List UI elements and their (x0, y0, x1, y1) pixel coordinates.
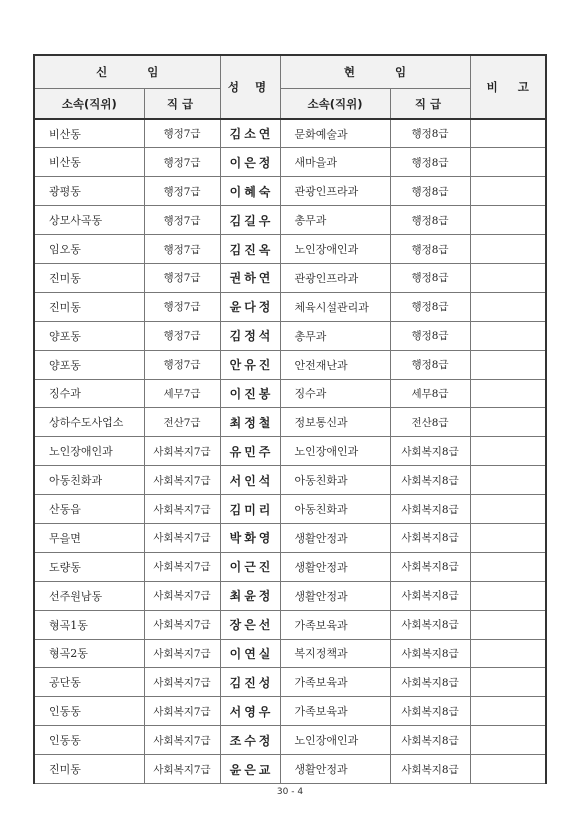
name-cell: 윤다정 (220, 292, 280, 321)
note-cell (470, 697, 546, 726)
new-dept-cell: 상하수도사업소 (34, 408, 144, 437)
note-cell (470, 379, 546, 408)
current-dept-cell: 안전재난과 (280, 350, 390, 379)
new-grade-cell: 사회복지7급 (144, 552, 220, 581)
current-dept-cell: 문화예술과 (280, 119, 390, 148)
table-row (34, 235, 546, 264)
current-dept-cell: 생활안정과 (280, 755, 390, 784)
current-dept-cell: 아동친화과 (280, 495, 390, 524)
note-cell (470, 552, 546, 581)
header-new-appointment: 신 임 (34, 55, 220, 89)
new-dept-cell: 비산동 (34, 119, 144, 148)
current-grade-cell: 세무8급 (390, 379, 470, 408)
new-grade-cell: 행정7급 (144, 292, 220, 321)
header-cur-dept: 소속(직위) (280, 89, 390, 120)
table-row (34, 495, 546, 524)
current-grade-cell: 사회복지8급 (390, 697, 470, 726)
current-dept-cell: 복지정책과 (280, 639, 390, 668)
current-dept-cell: 노인장애인과 (280, 235, 390, 264)
current-grade-cell: 사회복지8급 (390, 755, 470, 784)
new-dept-cell: 양포동 (34, 321, 144, 350)
note-cell (470, 235, 546, 264)
new-dept-cell: 무을면 (34, 523, 144, 552)
current-grade-cell: 행정8급 (390, 148, 470, 177)
current-dept-cell: 총무과 (280, 321, 390, 350)
new-grade-cell: 사회복지7급 (144, 581, 220, 610)
table-row (34, 148, 546, 177)
note-cell (470, 119, 546, 148)
current-dept-cell: 생활안정과 (280, 523, 390, 552)
name-cell: 박화영 (220, 523, 280, 552)
current-dept-cell: 정보통신과 (280, 408, 390, 437)
table-row (34, 263, 546, 292)
note-cell (470, 292, 546, 321)
name-cell: 이은정 (220, 148, 280, 177)
name-cell: 김진옥 (220, 235, 280, 264)
header-new-dept: 소속(직위) (34, 89, 144, 120)
note-cell (470, 350, 546, 379)
new-dept-cell: 광평동 (34, 177, 144, 206)
current-grade-cell: 사회복지8급 (390, 523, 470, 552)
current-grade-cell: 행정8급 (390, 263, 470, 292)
table-row (34, 206, 546, 235)
table-row (34, 668, 546, 697)
name-cell: 최정철 (220, 408, 280, 437)
note-cell (470, 408, 546, 437)
current-dept-cell: 생활안정과 (280, 552, 390, 581)
new-dept-cell: 인동동 (34, 697, 144, 726)
new-grade-cell: 행정7급 (144, 263, 220, 292)
note-cell (470, 321, 546, 350)
new-dept-cell: 인동동 (34, 726, 144, 755)
current-grade-cell: 사회복지8급 (390, 726, 470, 755)
table-row (34, 697, 546, 726)
table-body (34, 119, 546, 783)
table-row (34, 379, 546, 408)
table-row (34, 466, 546, 495)
new-grade-cell: 사회복지7급 (144, 495, 220, 524)
current-grade-cell: 행정8급 (390, 206, 470, 235)
new-grade-cell: 사회복지7급 (144, 726, 220, 755)
name-cell: 윤은교 (220, 755, 280, 784)
new-dept-cell: 임오동 (34, 235, 144, 264)
header-name: 성 명 (220, 55, 280, 119)
note-cell (470, 437, 546, 466)
new-dept-cell: 형곡2동 (34, 639, 144, 668)
name-cell: 김미리 (220, 495, 280, 524)
table-row (34, 119, 546, 148)
current-dept-cell: 가족보육과 (280, 697, 390, 726)
note-cell (470, 639, 546, 668)
name-cell: 서인석 (220, 466, 280, 495)
new-dept-cell: 형곡1동 (34, 610, 144, 639)
new-dept-cell: 진미동 (34, 755, 144, 784)
table-row (34, 177, 546, 206)
current-grade-cell: 사회복지8급 (390, 552, 470, 581)
name-cell: 권하연 (220, 263, 280, 292)
table-row (34, 437, 546, 466)
new-grade-cell: 행정7급 (144, 177, 220, 206)
header-new-grade: 직급 (144, 89, 220, 120)
name-cell: 장은선 (220, 610, 280, 639)
new-dept-cell: 선주원남동 (34, 581, 144, 610)
new-grade-cell: 사회복지7급 (144, 437, 220, 466)
note-cell (470, 610, 546, 639)
current-dept-cell: 가족보육과 (280, 610, 390, 639)
current-dept-cell: 새마을과 (280, 148, 390, 177)
table-row (34, 552, 546, 581)
new-grade-cell: 행정7급 (144, 321, 220, 350)
current-grade-cell: 행정8급 (390, 321, 470, 350)
new-dept-cell: 진미동 (34, 263, 144, 292)
note-cell (470, 263, 546, 292)
name-cell: 김소연 (220, 119, 280, 148)
personnel-table (33, 54, 547, 784)
note-cell (470, 206, 546, 235)
current-dept-cell: 체육시설관리과 (280, 292, 390, 321)
page-number: 30 - 4 (276, 787, 304, 797)
table-row (34, 639, 546, 668)
name-cell: 안유진 (220, 350, 280, 379)
table-row (34, 321, 546, 350)
name-cell: 이혜숙 (220, 177, 280, 206)
name-cell: 서영우 (220, 697, 280, 726)
current-dept-cell: 관광인프라과 (280, 177, 390, 206)
new-dept-cell: 진미동 (34, 292, 144, 321)
table-row (34, 581, 546, 610)
current-grade-cell: 행정8급 (390, 177, 470, 206)
current-dept-cell: 노인장애인과 (280, 437, 390, 466)
current-grade-cell: 행정8급 (390, 119, 470, 148)
table-row (34, 610, 546, 639)
current-dept-cell: 노인장애인과 (280, 726, 390, 755)
name-cell: 김정석 (220, 321, 280, 350)
new-grade-cell: 행정7급 (144, 235, 220, 264)
table-row (34, 523, 546, 552)
current-dept-cell: 가족보육과 (280, 668, 390, 697)
current-dept-cell: 아동친화과 (280, 466, 390, 495)
current-grade-cell: 사회복지8급 (390, 668, 470, 697)
new-grade-cell: 사회복지7급 (144, 697, 220, 726)
current-grade-cell: 사회복지8급 (390, 581, 470, 610)
new-grade-cell: 행정7급 (144, 350, 220, 379)
table-row (34, 755, 546, 784)
note-cell (470, 726, 546, 755)
new-grade-cell: 사회복지7급 (144, 610, 220, 639)
new-dept-cell: 양포동 (34, 350, 144, 379)
note-cell (470, 466, 546, 495)
note-cell (470, 177, 546, 206)
current-grade-cell: 사회복지8급 (390, 610, 470, 639)
name-cell: 이연실 (220, 639, 280, 668)
name-cell: 조수정 (220, 726, 280, 755)
new-dept-cell: 도량동 (34, 552, 144, 581)
current-grade-cell: 행정8급 (390, 235, 470, 264)
header-cur-grade: 직급 (390, 89, 470, 120)
table-row (34, 350, 546, 379)
current-grade-cell: 사회복지8급 (390, 639, 470, 668)
current-grade-cell: 행정8급 (390, 350, 470, 379)
new-grade-cell: 사회복지7급 (144, 639, 220, 668)
note-cell (470, 148, 546, 177)
new-grade-cell: 사회복지7급 (144, 523, 220, 552)
note-cell (470, 668, 546, 697)
current-dept-cell: 관광인프라과 (280, 263, 390, 292)
new-grade-cell: 행정7급 (144, 119, 220, 148)
new-grade-cell: 사회복지7급 (144, 755, 220, 784)
current-dept-cell: 징수과 (280, 379, 390, 408)
table-row (34, 292, 546, 321)
new-dept-cell: 아동친화과 (34, 466, 144, 495)
current-grade-cell: 사회복지8급 (390, 466, 470, 495)
new-grade-cell: 전산7급 (144, 408, 220, 437)
header-note: 비 고 (470, 55, 546, 119)
name-cell: 김진성 (220, 668, 280, 697)
note-cell (470, 523, 546, 552)
note-cell (470, 755, 546, 784)
new-grade-cell: 사회복지7급 (144, 668, 220, 697)
name-cell: 이근진 (220, 552, 280, 581)
new-grade-cell: 행정7급 (144, 148, 220, 177)
current-grade-cell: 사회복지8급 (390, 437, 470, 466)
new-dept-cell: 징수과 (34, 379, 144, 408)
note-cell (470, 581, 546, 610)
table-row (34, 726, 546, 755)
current-dept-cell: 총무과 (280, 206, 390, 235)
new-dept-cell: 산동읍 (34, 495, 144, 524)
current-grade-cell: 행정8급 (390, 292, 470, 321)
name-cell: 최윤정 (220, 581, 280, 610)
name-cell: 유민주 (220, 437, 280, 466)
header-current-position: 현 임 (280, 55, 470, 89)
new-grade-cell: 세무7급 (144, 379, 220, 408)
table-row (34, 408, 546, 437)
new-dept-cell: 비산동 (34, 148, 144, 177)
new-dept-cell: 노인장애인과 (34, 437, 144, 466)
new-grade-cell: 사회복지7급 (144, 466, 220, 495)
current-grade-cell: 사회복지8급 (390, 495, 470, 524)
note-cell (470, 495, 546, 524)
new-grade-cell: 행정7급 (144, 206, 220, 235)
new-dept-cell: 공단동 (34, 668, 144, 697)
current-grade-cell: 전산8급 (390, 408, 470, 437)
current-dept-cell: 생활안정과 (280, 581, 390, 610)
new-dept-cell: 상모사곡동 (34, 206, 144, 235)
name-cell: 이진봉 (220, 379, 280, 408)
name-cell: 김길우 (220, 206, 280, 235)
